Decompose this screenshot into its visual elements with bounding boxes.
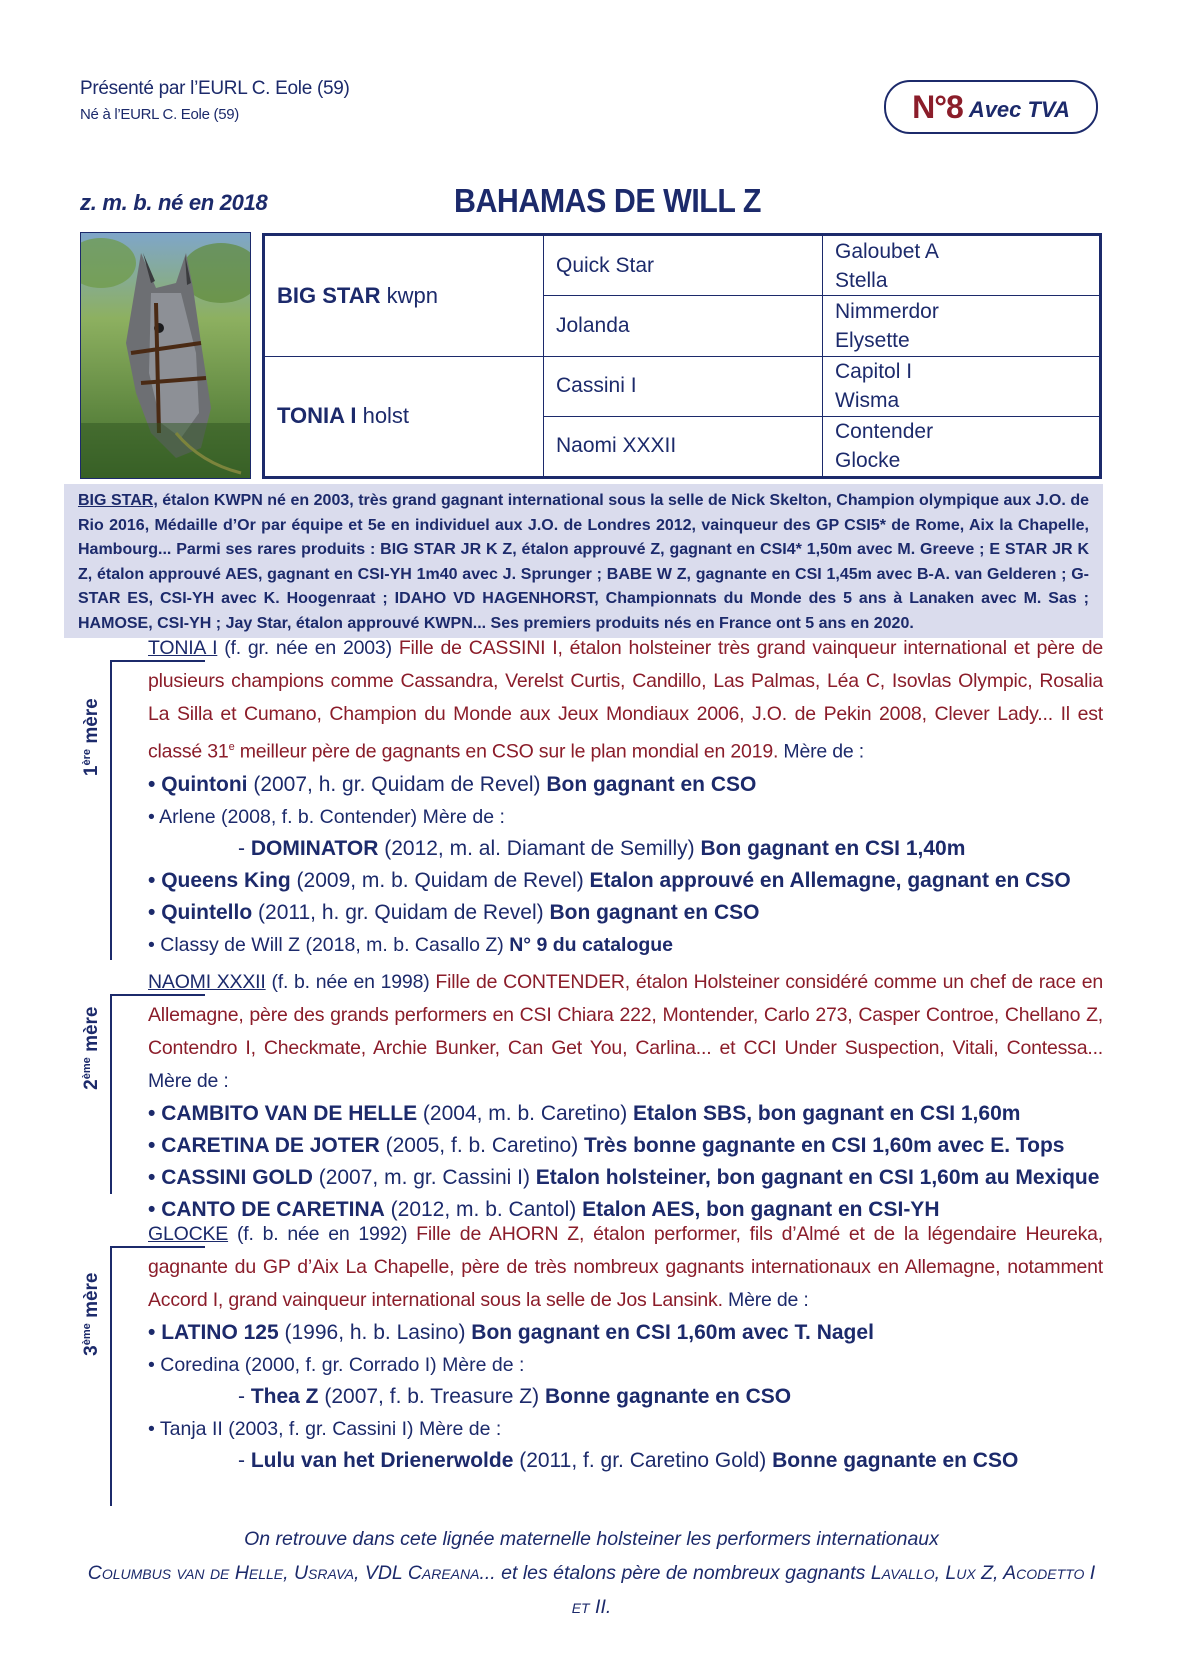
pedigree-ggs-3: Capitol I Wisma [823,356,1100,416]
first-dam-paragraph: TONIA I (f. gr. née en 2003) Fille de CASSINI I, étalon holsteiner très grand vainqueur international et père de plusieurs champions comme Cassandra, Verelst Curtis, Candillo, Las Palmas, Léa C, Isovlas Olympic, Rosalia La Silla et Cumano, Champion du Monde aux Jeux Mondiaux 2006, J.O. de Pekin 2008, Clever Lady... Il est classé 31e meilleur père de gagnants en CSO sur le plan mondial en 2019. Mère de : [148,637,1104,763]
pedigree-ggs-4: Contender Glocke [823,416,1100,476]
lot-number: N°8 [912,88,963,125]
pedigree-sire: BIG STAR kwpn [265,236,544,357]
list-item: • CANTO DE CARETINA (2012, m. b. Cantol) Etalon AES, bon gagnant en CSI-YH [148,1198,940,1221]
pedigree-dam: TONIA I holst [265,356,544,477]
horse-head-image [81,233,250,478]
list-item: • CARETINA DE JOTER (2005, f. b. Caretino) Très bonne gagnante en CSI 1,60m avec E. Tops [148,1134,1065,1157]
footer-line-2: Columbus van de Helle, Usrava, VDL Careana... et les étalons père de nombreux gagnants Lavallo, Lux Z, Acodetto I et II. [87,1562,1096,1618]
sire-description [64,484,1103,638]
list-item: - DOMINATOR (2012, m. al. Diamant de Semilly) Bon gagnant en CSI 1,40m [238,836,966,860]
list-item: - Lulu van het Drienerwolde (2011, f. gr. Caretino Gold) Bonne gagnante en CSO [238,1449,1019,1472]
second-dam-label: 2ème mère [80,1006,103,1090]
lot-vat: Avec TVA [968,97,1070,122]
second-dam-paragraph: NAOMI XXXII (f. b. née en 1998) Fille de CONTENDER, étalon Holsteiner considéré comme un chef de race en Allemagne, père des grands performers en CSI Chiara 222, Montender, Carlo 273, Casper Controe, Chellano Z, Contendro I, Checkmate, Archie Bunker, Can Get You, Carlina... et CCI Under Suspection, Vitali, Contessa... Mère de : [148,971,1104,1092]
presenter-text: Présenté par l’EURL C. Eole (59) [80,78,350,99]
pedigree-dam-sire: Cassini I [544,356,823,416]
list-item: • Quintoni (2007, h. gr. Quidam de Revel) Bon gagnant en CSO [148,772,757,796]
pedigree-table [262,233,1102,479]
footer-line-1: On retrouve dans cete lignée maternelle holsteiner les performers internationaux [244,1528,939,1550]
third-dam-vline [110,1246,112,1506]
first-dam-vline [110,660,112,960]
third-dam-paragraph: GLOCKE (f. b. née en 1992) Fille de AHORN Z, étalon performer, fils d’Almé et de la légendaire Heureka, gagnante du GP d’Aix La Chapelle, père de très nombreux gagnants internationaux en Allemagne, notamment Accord I, grand vainqueur international sous la selle de Jos Lansink. Mère de : [148,1223,1103,1311]
list-item: • Tanja II (2003, f. gr. Cassini I) Mère de : [148,1418,502,1440]
second-dam-vline [110,994,112,1194]
sire-description-body: étalon KWPN né en 2003, très grand gagnant international sous la selle de Nick Skelton, Champion olympique aux J.O. de Rio 2016, Médaille d’Or par équipe et 5e en individuel aux J.O. de Londres 2012, vainqueur des GP CSI5* de Rome, Aix la Chapelle, Hambourg... Parmi ses rares produits : BIG STAR JR K Z, étalon approuvé Z, gagnant en CSI4* 1,50m avec M. Greeve ; E STAR JR K Z, étalon approuvé AES, gagnant en CSI-YH 1m40 avec J. Sprunger ; BABE W Z, gagnante en CSI 1,45m avec B-A. van Gelderen ; G-STAR ES, CSI-YH avec K. Hoogenraat ; IDAHO VD HAGENHORST, Championnats du Monde des 5 ans à Lanaken avec M. Sas ; HAMOSE, CSI-YH ; Jay Star, étalon approuvé KWPN... Ses premiers produits nés en France ont 5 ans en 2020. [78,492,1089,632]
first-dam-section [148,632,1103,961]
horse-description: z. m. b. né en 2018 [80,190,268,215]
list-item: • Coredina (2000, f. gr. Corrado I) Mère de : [148,1354,525,1376]
list-item: • Classy de Will Z (2018, m. b. Casallo Z) N° 9 du catalogue [148,933,674,956]
footer-note [80,1522,1103,1624]
breeder-text: Né à l’EURL C. Eole (59) [80,106,239,123]
pedigree-ggs-1: Galoubet A Stella [823,236,1100,296]
lot-badge [884,80,1098,134]
pedigree-dam-dam: Naomi XXXII [544,416,823,476]
pedigree-sire-sire: Quick Star [544,236,823,296]
horse-photo [80,232,251,479]
horse-name: BAHAMAS DE WILL Z [453,182,761,219]
second-dam-section [148,966,1103,1226]
list-item: • LATINO 125 (1996, h. b. Lasino) Bon gagnant en CSI 1,60m avec T. Nagel [148,1321,874,1344]
list-item: • CASSINI GOLD (2007, m. gr. Cassini I) Etalon holsteiner, bon gagnant en CSI 1,60m au Mexique [148,1166,1100,1189]
pedigree-sire-dam: Jolanda [544,296,823,356]
list-item: • Arlene (2008, f. b. Contender) Mère de : [148,805,505,828]
third-dam-label: 3ème mère [80,1272,103,1356]
pedigree-ggs-2: Nimmerdor Elysette [823,296,1100,356]
third-dam-section [148,1218,1103,1477]
list-item: • CAMBITO VAN DE HELLE (2004, m. b. Caretino) Etalon SBS, bon gagnant en CSI 1,60m [148,1102,1021,1125]
sire-name: BIG STAR, [78,492,158,509]
list-item: • Queens King (2009, m. b. Quidam de Revel) Etalon approuvé en Allemagne, gagnant en CSO [148,868,1071,892]
list-item: - Thea Z (2007, f. b. Treasure Z) Bonne gagnante en CSO [238,1385,792,1408]
list-item: • Quintello (2011, h. gr. Quidam de Revel) Bon gagnant en CSO [148,900,760,924]
first-dam-label: 1ère mère [80,698,103,777]
